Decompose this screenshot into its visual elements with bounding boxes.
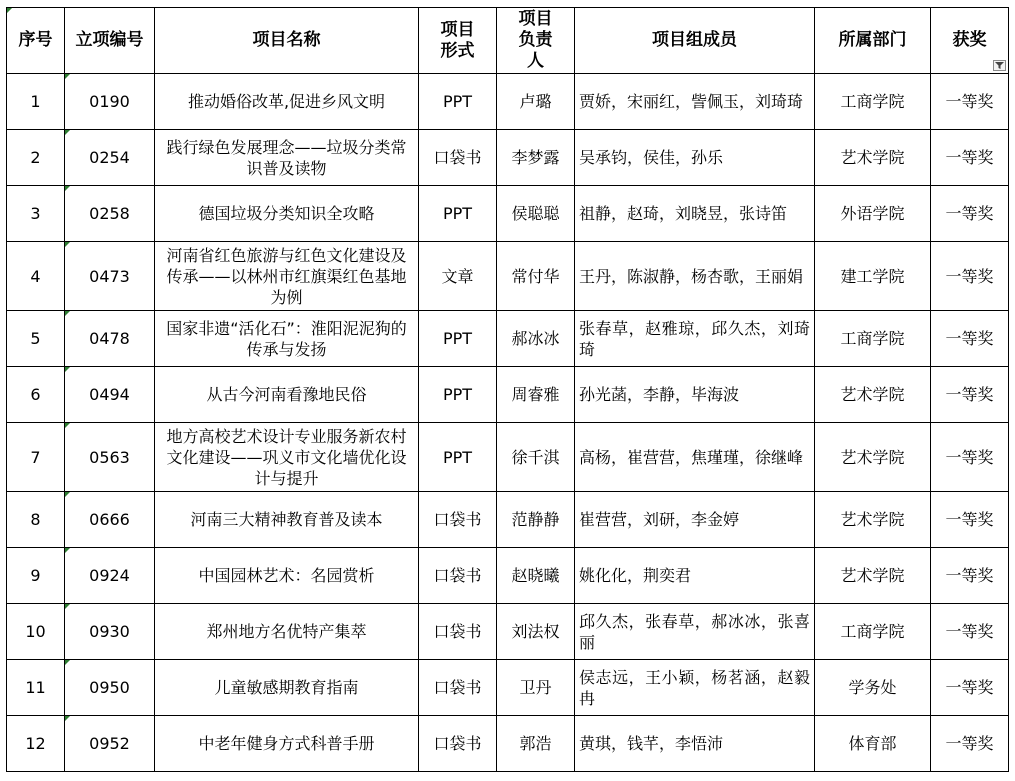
form-cell [419,604,497,660]
name-cell [155,660,419,716]
leader-cell [497,604,575,660]
seq-cell [7,716,65,772]
leader-cell [497,74,575,130]
dept-cell [815,716,931,772]
dept-cell-text: 工商学院 [840,622,905,641]
dept-cell-text: 学务处 [848,678,897,697]
table-row [7,130,1009,186]
form-cell [419,492,497,548]
award-cell-text: 一等奖 [945,385,994,404]
leader-cell-text: 刘法权 [511,622,560,641]
id-cell-text: 0930 [89,622,130,641]
table-row [7,423,1009,492]
id-cell-text: 0473 [89,266,130,286]
seq-cell [7,660,65,716]
form-cell-text: 口袋书 [433,622,482,641]
id-cell-text: 0190 [89,92,130,111]
leader-cell [497,242,575,311]
leader-cell-text: 卫丹 [519,678,552,697]
name-cell [155,242,419,311]
name-cell [155,548,419,604]
header-name: 项目名称 [155,8,419,74]
seq-cell [7,242,65,311]
header-row [7,8,1009,74]
seq-cell [7,130,65,186]
members-cell-text: 贾娇，宋丽红，訾佩玉，刘琦琦 [579,92,804,111]
dept-cell [815,186,931,242]
seq-cell-text: 10 [25,622,46,641]
members-cell [575,186,815,242]
name-cell-text: 郑州地方名优特产集萃 [206,622,367,641]
seq-cell-text: 7 [30,447,41,467]
id-cell [65,242,155,311]
form-cell-text: 口袋书 [433,148,482,167]
name-cell [155,492,419,548]
id-cell-text: 0478 [89,329,130,348]
form-cell-text: 口袋书 [433,734,482,753]
members-cell [575,660,815,716]
table-row [7,716,1009,772]
name-cell [155,367,419,423]
id-cell [65,74,155,130]
name-cell [155,716,419,772]
dept-cell [815,130,931,186]
dept-cell-text: 艺术学院 [840,510,905,529]
cell-indicator-icon [65,716,70,721]
form-cell-text: 口袋书 [433,678,482,697]
dept-cell-text: 外语学院 [840,204,905,223]
form-cell-text: PPT [442,385,473,404]
dept-cell-text: 艺术学院 [840,385,905,404]
leader-cell-text: 李梦露 [511,148,560,167]
filter-dropdown-icon[interactable] [993,60,1006,71]
name-cell-text: 地方高校艺术设计专业服务新农村文化建设——巩义市文化墙优化设计与提升 [166,426,407,488]
seq-cell [7,492,65,548]
name-cell [155,186,419,242]
seq-cell-text: 1 [30,92,41,111]
award-cell [931,367,1009,423]
name-cell [155,130,419,186]
name-cell [155,311,419,367]
award-cell [931,311,1009,367]
seq-cell-text: 3 [30,204,41,223]
table-row [7,311,1009,367]
award-cell [931,423,1009,492]
name-cell [155,74,419,130]
seq-cell-text: 9 [30,566,41,585]
leader-cell [497,548,575,604]
award-cell [931,74,1009,130]
members-cell-text: 姚化化，荆奕君 [579,566,692,585]
award-cell-text: 一等奖 [945,329,994,348]
form-cell-text: PPT [442,447,473,467]
leader-cell-text: 卢璐 [519,92,552,111]
award-cell-text: 一等奖 [945,266,994,286]
name-cell-text: 推动婚俗改革,促进乡风文明 [187,92,386,111]
seq-cell [7,311,65,367]
header-leader: 项目负责人 [497,8,575,74]
seq-cell [7,367,65,423]
leader-cell [497,660,575,716]
cell-indicator-icon [65,660,70,665]
award-cell-text: 一等奖 [945,447,994,467]
header-id-label: 立项编号 [75,30,144,50]
leader-cell [497,130,575,186]
award-cell [931,130,1009,186]
members-cell [575,716,815,772]
members-cell-text: 高杨，崔营营，焦瑾瑾，徐继峰 [579,447,804,467]
award-cell-text: 一等奖 [945,204,994,223]
members-cell [575,242,815,311]
form-cell-text: 口袋书 [433,510,482,529]
name-cell-text: 河南三大精神教育普及读本 [190,510,383,529]
form-cell [419,186,497,242]
name-cell-text: 德国垃圾分类知识全攻略 [198,204,375,223]
id-cell-text: 0924 [89,566,130,585]
seq-cell-text: 6 [30,385,41,404]
cell-indicator-icon [65,186,70,191]
seq-cell [7,604,65,660]
table-row [7,367,1009,423]
cell-indicator-icon [65,492,70,497]
form-cell [419,423,497,492]
leader-cell-text: 范静静 [511,510,560,529]
name-cell [155,604,419,660]
dept-cell [815,660,931,716]
id-cell [65,660,155,716]
id-cell [65,548,155,604]
dept-cell-text: 建工学院 [840,266,905,286]
header-id [65,8,155,74]
dept-cell-text: 艺术学院 [840,566,905,585]
leader-cell [497,716,575,772]
members-cell-text: 王丹，陈淑静，杨杏歌，王丽娟 [579,266,804,286]
leader-cell-text: 常付华 [511,266,560,286]
members-cell-text: 吴承钧，侯佳，孙乐 [579,148,724,167]
leader-cell-text: 郭浩 [519,734,552,753]
name-cell-text: 国家非遗“活化石”：淮阳泥泥狗的传承与发扬 [166,318,407,359]
award-cell [931,716,1009,772]
dept-cell-text: 体育部 [848,734,897,753]
table-row [7,548,1009,604]
name-cell [155,423,419,492]
form-cell-text: PPT [442,204,473,223]
cell-indicator-icon [65,130,70,135]
cell-indicator-icon [65,74,70,79]
award-cell [931,186,1009,242]
dept-cell-text: 艺术学院 [840,447,905,467]
header-dept: 所属部门 [815,8,931,74]
award-table [6,7,1009,772]
dept-cell [815,242,931,311]
id-cell-text: 0494 [89,385,130,404]
dept-cell-text: 工商学院 [840,92,905,111]
leader-cell [497,367,575,423]
form-cell [419,367,497,423]
name-cell-text: 儿童敏感期教育指南 [214,678,359,697]
members-cell [575,548,815,604]
members-cell-text: 侯志远，王小颖，杨茗涵，赵毅冉 [579,667,810,708]
members-cell-text: 黄琪，钱芊，李悟沛 [579,734,724,753]
award-cell-text: 一等奖 [945,566,994,585]
members-cell [575,130,815,186]
id-cell-text: 0950 [89,678,130,697]
seq-cell [7,74,65,130]
dept-cell [815,548,931,604]
members-cell [575,311,815,367]
table-row [7,660,1009,716]
seq-cell [7,423,65,492]
members-cell [575,492,815,548]
table-row [7,242,1009,311]
name-cell-text: 河南省红色旅游与红色文化建设及传承——以林州市红旗渠红色基地为例 [166,245,407,307]
form-cell [419,548,497,604]
members-cell-text: 祖静，赵琦，刘晓昱，张诗笛 [579,204,788,223]
form-cell [419,716,497,772]
seq-cell-text: 2 [30,148,41,167]
members-cell-text: 邱久杰，张春草，郝冰冰，张喜丽 [579,611,810,652]
cell-indicator-icon [65,604,70,609]
cell-indicator-icon [65,548,70,553]
cell-indicator-icon [65,311,70,316]
id-cell-text: 0952 [89,734,130,753]
award-cell [931,604,1009,660]
dept-cell-text: 艺术学院 [840,148,905,167]
award-cell [931,660,1009,716]
award-cell-text: 一等奖 [945,148,994,167]
name-cell-text: 践行绿色发展理念——垃圾分类常识普及读物 [166,137,407,178]
award-cell-text: 一等奖 [945,510,994,529]
id-cell [65,716,155,772]
award-cell-text: 一等奖 [945,678,994,697]
award-cell [931,492,1009,548]
cell-indicator-icon [65,423,70,428]
form-cell-text: 口袋书 [433,566,482,585]
form-cell-text: PPT [442,92,473,111]
id-cell-text: 0254 [89,148,130,167]
id-cell-text: 0563 [89,447,130,467]
form-cell [419,311,497,367]
seq-cell-text: 11 [25,678,46,697]
dept-cell [815,74,931,130]
dept-cell-text: 工商学院 [840,329,905,348]
table-row [7,74,1009,130]
id-cell [65,367,155,423]
form-cell-text: 文章 [441,266,474,286]
award-cell-text: 一等奖 [945,622,994,641]
form-cell-text: PPT [442,329,473,348]
leader-cell-text: 周睿雅 [511,385,560,404]
name-cell-text: 中国园林艺术：名园赏析 [198,566,375,585]
dept-cell [815,311,931,367]
seq-cell-text: 12 [25,734,46,753]
id-cell [65,604,155,660]
table-row [7,604,1009,660]
header-award-label: 获奖 [952,30,987,50]
dept-cell [815,604,931,660]
cell-indicator-icon [65,242,70,247]
id-cell [65,423,155,492]
header-seq: 序号 [7,8,65,74]
table-row [7,492,1009,548]
award-cell-text: 一等奖 [945,92,994,111]
seq-cell-text: 4 [30,266,41,286]
leader-cell-text: 侯聪聪 [511,204,560,223]
id-cell [65,311,155,367]
form-cell [419,130,497,186]
members-cell [575,604,815,660]
form-cell [419,660,497,716]
award-cell [931,548,1009,604]
leader-cell [497,186,575,242]
award-cell-text: 一等奖 [945,734,994,753]
name-cell-text: 中老年健身方式科普手册 [198,734,375,753]
members-cell [575,367,815,423]
leader-cell-text: 徐千淇 [511,447,560,467]
leader-cell-text: 赵晓曦 [511,566,560,585]
id-cell-text: 0666 [89,510,130,529]
id-cell [65,130,155,186]
header-members: 项目组成员 [575,8,815,74]
leader-cell [497,423,575,492]
members-cell-text: 张春草，赵雅琼，邱久杰，刘琦琦 [579,318,810,359]
header-award [931,8,1009,74]
dept-cell [815,367,931,423]
id-cell-text: 0258 [89,204,130,223]
form-cell [419,74,497,130]
name-cell-text: 从古今河南看豫地民俗 [206,385,367,404]
table-row [7,186,1009,242]
members-cell-text: 崔营营，刘研，李金婷 [579,510,740,529]
header-form: 项目形式 [419,8,497,74]
members-cell [575,423,815,492]
seq-cell [7,548,65,604]
id-cell [65,492,155,548]
dept-cell [815,423,931,492]
cell-indicator-icon [65,367,70,372]
dept-cell [815,492,931,548]
id-cell [65,186,155,242]
members-cell-text: 孙光菡，李静，毕海波 [579,385,740,404]
leader-cell [497,492,575,548]
leader-cell [497,311,575,367]
award-cell [931,242,1009,311]
form-cell [419,242,497,311]
seq-cell-text: 8 [30,510,41,529]
leader-cell-text: 郝冰冰 [511,329,560,348]
seq-cell [7,186,65,242]
members-cell [575,74,815,130]
seq-cell-text: 5 [30,329,41,348]
